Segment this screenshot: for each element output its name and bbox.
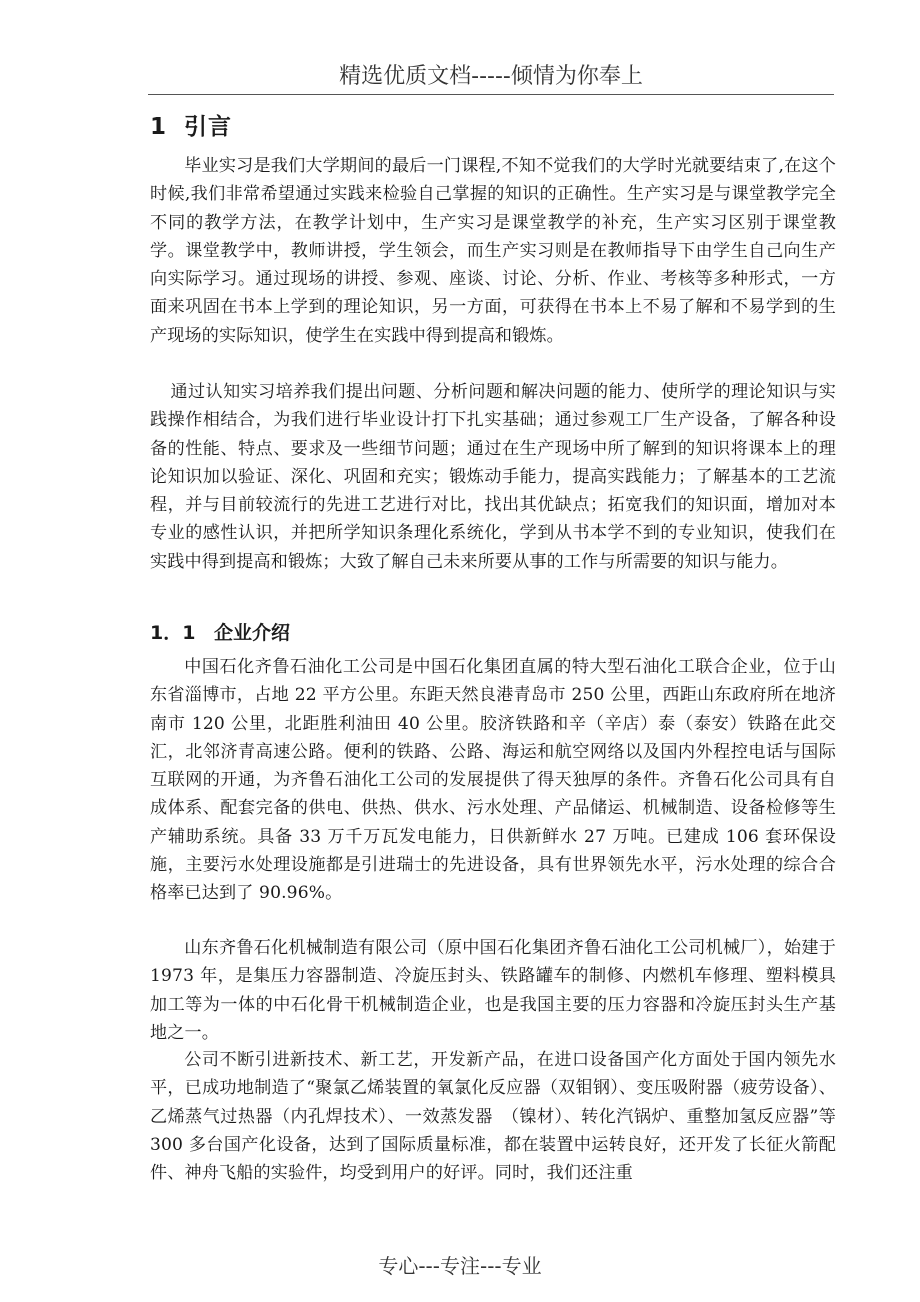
page-footer: 专心---专注---专业 [378, 1254, 542, 1278]
paragraph-intro-2: 通过认知实习培养我们提出问题、分析问题和解决问题的能力、使所学的理论知识与实践操作相结合，为我们进行毕业设计打下扎实基础；通过参观工厂生产设备，了解各种设备的性能、特点、要求及一些细节问题；通过在生产现场中所了解到的知识将课本上的理论知识加以验证、深化、巩固和充实；锻炼动手能力，提高实践能力；了解基本的工艺流程，并与目前较流行的先进工艺进行对比，找出其优缺点；拓宽我们的知识面，增加对本专业的感性认识，并把所学知识条理化系统化，学到从书本学不到的专业知识，使我们在实践中得到提高和锻炼；大致了解自己未来所要从事的工作与所需要的知识与能力。 [150, 382, 836, 572]
section-number: 1 [150, 114, 168, 140]
paragraph-company-3: 公司不断引进新技术、新工艺，开发新产品，在进口设备国产化方面处于国内领先水平，已成功地制造了“聚氯乙烯装置的氧氯化反应器（双钼钢）、变压吸附器（疲劳设备）、乙烯蒸气过热器（内孔焊技术）、一效蒸发器 （镍材）、转化汽锅炉、重整加氢反应器”等 300 多台国产化设备，达到了国际质量标准，都在装置中运转良好，还开发了长征火箭配件、神舟飞船的实验件，均受到用户的好评。同时，我们还注重 [150, 1050, 836, 1184]
paragraph-intro-1: 毕业实习是我们大学期间的最后一门课程,不知不觉我们的大学时光就要结束了,在这个时候,我们非常希望通过实践来检验自己掌握的知识的正确性。生产实习是与课堂教学完全不同的教学方法，在教学计划中，生产实习是课堂教学的补充，生产实习区别于课堂教学。课堂教学中，教师讲授，学生领会，而生产实习则是在教师指导下由学生自己向生产向实际学习。通过现场的讲授、参观、座谈、讨论、分析、作业、考核等多种形式，一方面来巩固在书本上学到的理论知识，另一方面，可获得在书本上不易了解和不易学到的生产现场的实际知识，使学生在实践中得到提高和锻炼。 [150, 156, 836, 346]
paragraph-company-2: 山东齐鲁石化机械制造有限公司（原中国石化集团齐鲁石油化工公司机械厂），始建于 1973 年，是集压力容器制造、冷旋压封头、铁路罐车的制修、内燃机车修理、塑料模具加工等为一体的中石化骨干机械制造企业，也是我国主要的压力容器和冷旋压封头生产基地之一。 [150, 938, 836, 1043]
section-heading-intro [150, 108, 232, 141]
page-header: 精选优质文档-----倾情为你奉上 [148, 60, 834, 95]
subsection-title: 企业介绍 [214, 622, 291, 644]
section-title: 引言 [184, 114, 232, 140]
subsection-number: 1．1 [150, 622, 196, 644]
paragraph-company-1: 中国石化齐鲁石油化工公司是中国石化集团直属的特大型石油化工联合企业，位于山东省淄博市，占地 22 平方公里。东距天然良港青岛市 250 公里，西距山东政府所在地济南市 120 公里，北距胜利油田 40 公里。胶济铁路和辛（辛店）泰（泰安）铁路在此交汇，北邻济青高速公路。便利的铁路、公路、海运和航空网络以及国内外程控电话与国际互联网的开通，为齐鲁石油化工公司的发展提供了得天独厚的条件。齐鲁石化公司具有自成体系、配套完备的供电、供热、供水、污水处理、产品储运、机械制造、设备检修等生产辅助系统。具备 33 万千万瓦发电能力，日供新鲜水 27 万吨。已建成 106 套环保设施，主要污水处理设施都是引进瑞士的先进设备，具有世界领先水平，污水处理的综合合格率已达到了 90.96%。 [150, 657, 836, 904]
section-heading-company [150, 618, 290, 645]
